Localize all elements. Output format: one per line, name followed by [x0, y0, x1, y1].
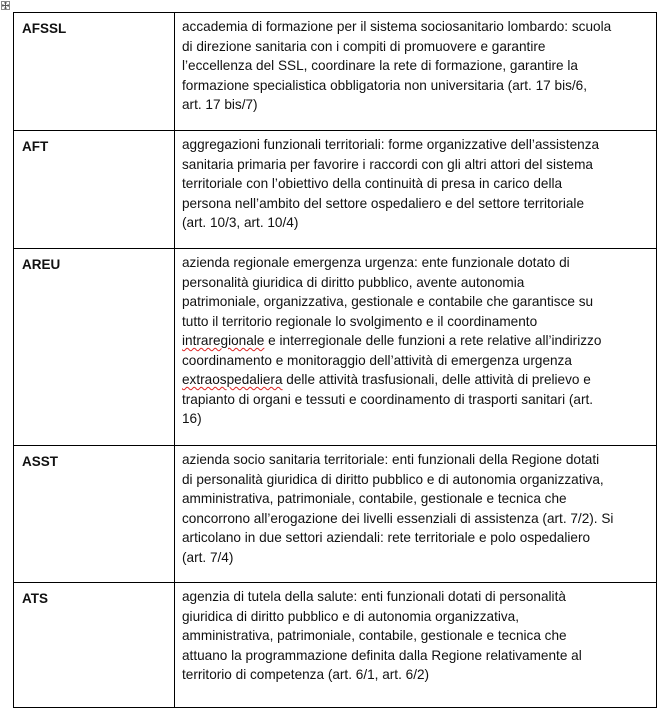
definition-text: giuridica di diritto pubblico e di autonomia organizzativa, amministrativa, patrimoniale, contabile, gestionale e tecnica che attuano la programmazione definita dalla Regione relativamente al territorio di competenza (art. 6/1, art. 6/2) [182, 608, 582, 682]
definition-line: tutto il territorio regionale lo svolgimento e il coordinamento [182, 313, 538, 329]
definition-text: di personalità giuridica di diritto pubblico e di autonomia organizzativa, amministrativa, patrimoniale, contabile, gestionale e tecnica che concorrono all’erogazione dei livelli essenziali di assistenza (art. 7/2). Si articolano in due settori aziendali: rete territoriale e polo ospedaliero (art. 7/4) [182, 471, 614, 565]
definition-cell[interactable] [175, 583, 657, 708]
definition-line: trapianto di organi e tessuti e coordinamento di trasporti sanitari (art. [182, 391, 594, 407]
definition-line: 16) [182, 411, 202, 426]
table-row [14, 131, 657, 249]
definition-text: di direzione sanitaria con i compiti di promuovere e garantire l’eccellenza del SSL, coordinare la rete di formazione, garantire la formazione specialistica obbligatoria non universitaria (art. 17 bis/6, art. 17 bis/7) [182, 38, 587, 112]
definition-cell[interactable] [175, 131, 657, 249]
table-row [14, 13, 657, 131]
definition-fragment: delle attività trasfusionali, delle attività di prelievo e [282, 372, 591, 387]
table-row [14, 446, 657, 583]
definition-line: agenzia di tutela della salute: enti funzionali dotati di personalità [182, 589, 566, 604]
term-cell[interactable]: ASST [14, 446, 175, 583]
table-row [14, 583, 657, 708]
definition-cell[interactable] [175, 13, 657, 131]
term-cell[interactable]: AREU [14, 249, 175, 446]
definition-line: coordinamento e monitoraggio dell’attività di emergenza urgenza [182, 352, 572, 368]
definition-cell[interactable] [175, 446, 657, 583]
glossary-table [13, 12, 657, 708]
spellcheck-word[interactable]: intraregionale [182, 333, 265, 348]
definition-line [182, 331, 650, 351]
definition-line: patrimoniale, organizzativa, gestionale e contabile che garantisce su [182, 294, 594, 309]
term-cell[interactable]: AFSSL [14, 13, 175, 131]
definition-cell[interactable] [175, 249, 657, 446]
definition-line: azienda regionale emergenza urgenza: ente funzionale dotato di [182, 255, 570, 270]
definition-line [182, 370, 650, 390]
definition-line: personalità giuridica di diritto pubblico, avente autonomia [182, 274, 525, 290]
definition-line: aggregazioni funzionali territoriali: forme organizzative dell’assistenza [182, 137, 600, 152]
text-cursor [656, 252, 657, 268]
move-arrows-icon [2, 2, 9, 9]
table-row [14, 249, 657, 446]
definition-line: accademia di formazione per il sistema sociosanitario lombardo: scuola [182, 19, 612, 34]
spellcheck-word[interactable]: extraospedaliera [182, 372, 283, 387]
definition-text: sanitaria primaria per favorire i raccordi con gli altri attori del sistema territoriale con l’obiettivo della continuità di presa in carico della persona nell’ambito del settore ospedaliero e del settore territoriale (art. 10/3, art. 10/4) [182, 156, 593, 230]
definition-fragment: e interregionale delle funzioni a rete relative all’indirizzo [264, 333, 602, 348]
term-cell[interactable]: ATS [14, 583, 175, 708]
term-cell[interactable]: AFT [14, 131, 175, 249]
table-move-handle[interactable] [1, 1, 10, 10]
definition-line: azienda socio sanitaria territoriale: enti funzionali della Regione dotati [182, 452, 600, 467]
